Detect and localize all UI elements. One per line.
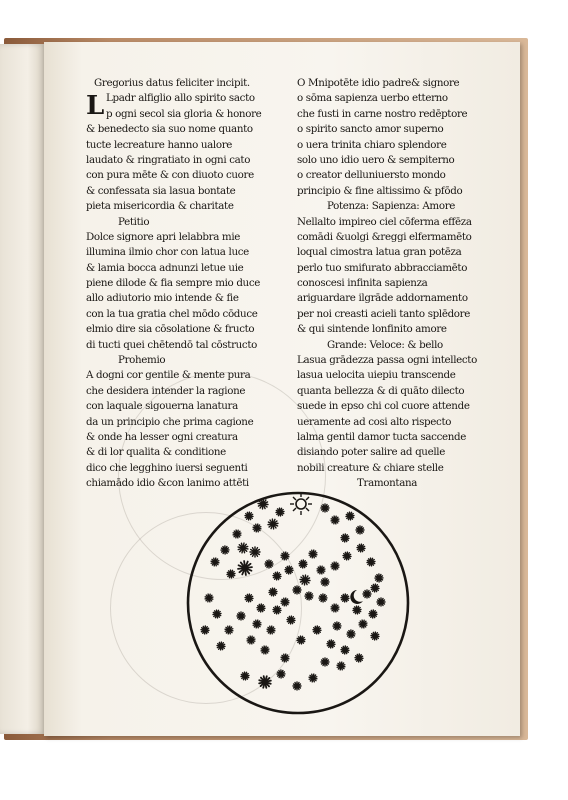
moon-icon xyxy=(350,590,363,604)
star-mark xyxy=(353,606,361,614)
star-mark xyxy=(238,543,248,553)
star-mark xyxy=(375,574,383,582)
verse-line: piene dilode & fia sempre mio duce xyxy=(86,277,261,290)
star-mark xyxy=(267,626,275,634)
verse-line: disiando poter salire ad quelle xyxy=(297,446,445,459)
verse-line: & di lor qualita & conditione xyxy=(86,446,226,459)
star-mark xyxy=(201,626,209,634)
star-mark xyxy=(237,612,245,620)
star-mark xyxy=(331,516,339,524)
right-text-column xyxy=(297,76,497,492)
facing-page-edge xyxy=(0,44,46,734)
star-mark xyxy=(213,610,221,618)
star-mark xyxy=(331,562,339,570)
verse-line: o sōma sapienza uerbo etterno xyxy=(297,92,448,105)
verse-line: Lpadr alfiglio allo spirito sacto xyxy=(106,92,255,105)
verse-line: Nellalto impireo ciel cōferma effēza xyxy=(297,215,472,228)
star-mark xyxy=(363,590,371,598)
star-mark xyxy=(341,594,349,602)
left-text-column xyxy=(86,76,296,492)
star-mark xyxy=(327,640,335,648)
section-heading: Petitio xyxy=(118,215,150,228)
star-chart-woodcut xyxy=(185,490,411,716)
star-mark xyxy=(293,682,301,690)
verse-line: comādi &uolgi &reggi elfermamēto xyxy=(297,230,472,243)
verse-line: di tucti quei chētendō tal cōstructo xyxy=(86,338,257,351)
verse-line: con laquale sigouerna lanatura xyxy=(86,400,238,413)
verse-line: solo uno idio uero & sempiterno xyxy=(297,153,455,166)
verse-line: che desidera intender la ragione xyxy=(86,384,246,397)
star-mark xyxy=(241,672,249,680)
verse-line: & lamia bocca adnunzi letue uie xyxy=(86,261,244,274)
verse-line: che fusti in carne nostro redēptore xyxy=(297,107,468,120)
section-heading: Potenza: Sapienza: Amore xyxy=(327,200,456,213)
star-mark xyxy=(321,658,329,666)
star-mark xyxy=(281,654,289,662)
star-mark xyxy=(347,630,355,638)
star-mark xyxy=(297,636,305,644)
star-mark xyxy=(233,530,241,538)
verse-line: ariguardare ilgrāde addornamento xyxy=(297,292,468,305)
verse-line: & confessata sia lasua bontate xyxy=(86,184,236,197)
star-mark xyxy=(313,626,321,634)
star-mark xyxy=(276,508,284,516)
star-mark xyxy=(238,561,252,575)
verse-line: A dogni cor gentile & mente pura xyxy=(86,369,251,382)
section-heading: Tramontana xyxy=(357,477,418,490)
star-mark xyxy=(259,676,271,688)
star-mark xyxy=(355,654,363,662)
star-mark xyxy=(343,552,351,560)
star-mark xyxy=(253,524,261,532)
star-mark xyxy=(247,636,255,644)
star-mark xyxy=(317,566,325,574)
verse-line: pieta misericordia & charitate xyxy=(86,200,234,213)
star-mark xyxy=(217,642,225,650)
star-mark xyxy=(357,544,365,552)
verse-line: ueramente ad cosi alto rispecto xyxy=(297,415,452,428)
star-mark xyxy=(359,620,367,628)
star-mark xyxy=(356,526,364,534)
star-mark xyxy=(319,594,327,602)
star-mark xyxy=(299,560,307,568)
star-mark xyxy=(309,674,317,682)
star-mark xyxy=(273,572,281,580)
star-mark xyxy=(273,606,281,614)
star-mark xyxy=(371,632,379,640)
star-mark xyxy=(346,512,354,520)
verse-line: dico che legghino iuersi seguenti xyxy=(86,461,248,474)
verse-line: da un principio che prima cagione xyxy=(86,415,254,428)
verse-line: chiamādo idio &con lanimo attēti xyxy=(86,477,249,490)
star-mark xyxy=(309,550,317,558)
star-mark xyxy=(287,616,295,624)
verse-line: nobili creature & chiare stelle xyxy=(297,461,444,474)
verse-line: illumina ilmio chor con latua luce xyxy=(86,246,249,259)
star-mark xyxy=(225,626,233,634)
verse-line: tucte lecreature hanno ualore xyxy=(86,138,233,151)
verse-line: perlo tuo smifurato abbracciamēto xyxy=(297,261,468,274)
star-mark xyxy=(245,594,253,602)
verse-line: con pura mēte & con diuoto cuore xyxy=(86,169,254,182)
star-mark xyxy=(211,558,219,566)
verse-line: p ogni secol sia gloria & honore xyxy=(106,107,262,120)
verse-line: Dolce signore apri lelabbra mie xyxy=(86,230,241,243)
star-mark xyxy=(337,662,345,670)
verse-line: suede in epso chi col cuore attende xyxy=(297,400,470,413)
star-mark xyxy=(281,598,289,606)
verse-line: loqual cimostra latua gran potēza xyxy=(297,246,462,259)
star-mark xyxy=(257,604,265,612)
star-mark xyxy=(250,547,260,557)
star-mark xyxy=(268,519,278,529)
section-heading: Prohemio xyxy=(118,354,166,367)
verse-line: elmio dire sia cōsolatione & fructo xyxy=(86,323,255,336)
verse-line: & benedecto sia suo nome quanto xyxy=(86,123,253,136)
star-mark xyxy=(367,558,375,566)
star-mark xyxy=(227,570,235,578)
verse-line: & onde ha lesser ogni creatura xyxy=(86,430,238,443)
star-mark xyxy=(369,610,377,618)
verse-line: o uera trinita chiaro splendore xyxy=(297,138,447,151)
star-mark xyxy=(341,646,349,654)
verse-line: quanta bellezza & di quāto dilecto xyxy=(297,384,465,397)
verse-line: conoscesi infinita sapienza xyxy=(297,277,428,290)
star-mark xyxy=(265,560,273,568)
star-mark xyxy=(377,598,385,606)
verse-line: & qui sintende lonfinito amore xyxy=(297,323,447,336)
verse-line: o spirito sancto amor superno xyxy=(297,123,444,136)
section-heading: Grande: Veloce: & bello xyxy=(327,338,443,351)
drop-capital: L xyxy=(86,91,105,121)
incipit-line: Gregorius datus feliciter incipit. xyxy=(94,77,250,89)
verse-line: O Mnipotēte idio padre& signore xyxy=(297,77,460,89)
star-mark xyxy=(277,670,285,678)
star-mark xyxy=(293,586,301,594)
star-mark xyxy=(321,578,329,586)
verse-line: principio & fine altissimo & pfōdo xyxy=(297,184,463,197)
verse-line: Lasua grādezza passa ogni intellecto xyxy=(297,354,477,367)
star-chart-border xyxy=(188,493,408,713)
star-mark xyxy=(371,584,379,592)
star-mark xyxy=(333,622,341,630)
star-mark xyxy=(253,620,261,628)
star-mark xyxy=(261,646,269,654)
star-mark xyxy=(285,566,293,574)
star-mark xyxy=(281,552,289,560)
verse-line: allo adiutorio mio intende & fie xyxy=(86,292,239,305)
star-mark xyxy=(205,594,213,602)
star-field xyxy=(201,499,385,690)
star-mark xyxy=(300,575,310,585)
verse-line: lasua uelocita uiepiu transcende xyxy=(297,369,456,382)
star-mark xyxy=(321,504,329,512)
verse-line: laudato & ringratiato in ogni cato xyxy=(86,153,251,166)
sun-icon xyxy=(290,494,312,515)
verse-line: lalma gentil damor tucta saccende xyxy=(297,430,467,443)
star-mark xyxy=(269,588,277,596)
verse-line: con la tua gratia chel mōdo cōduce xyxy=(86,307,258,320)
star-mark xyxy=(221,546,229,554)
star-mark xyxy=(305,592,313,600)
star-mark xyxy=(341,534,349,542)
star-mark xyxy=(245,512,253,520)
verse-line: per noi creasti acieli tanto splēdore xyxy=(297,307,470,320)
star-mark xyxy=(331,604,339,612)
verse-line: o creator delluniuersto mondo xyxy=(297,169,446,182)
